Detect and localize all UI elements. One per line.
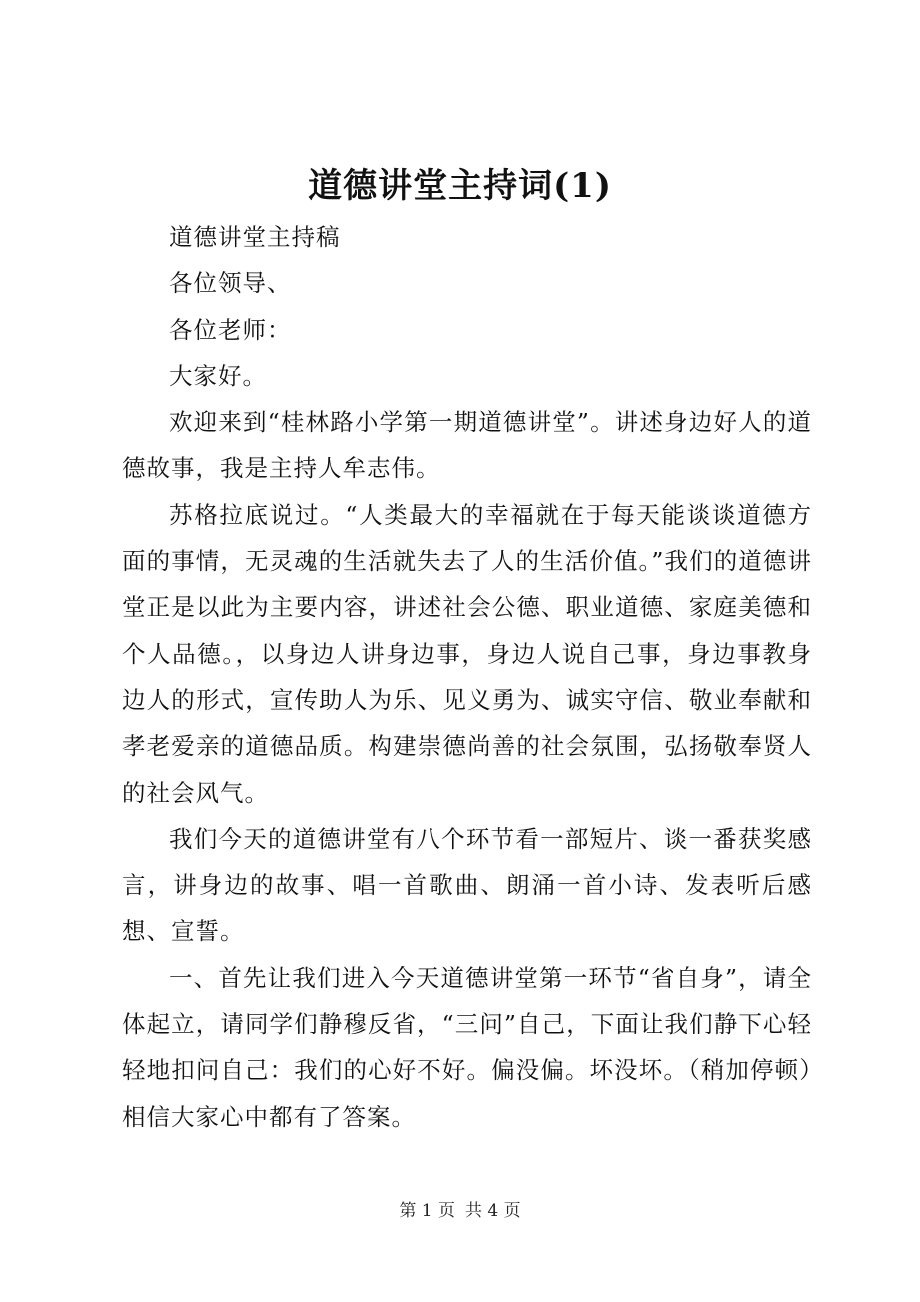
page-footer [0, 1199, 920, 1223]
paragraph-socrates: 苏格拉底说过。“人类最大的幸福就在于每天能谈谈道德方面的事情，无灵魂的生活就失去了人的生活价值。”我们的道德讲堂正是以此为主要内容，讲述社会公德、职业道德、家庭美德和个人品德。，以身边人讲身边事，身边人说自己事，身边事教身边人的形式，宣传助人为乐、见义勇为、诚实守信、敬业奉献和孝老爱亲的道德品质。构建崇德尚善的社会氛围，弘扬敬奉贤人的社会风气。 [122, 500, 812, 807]
paragraph-greeting-teachers: 各位老师： [169, 315, 292, 344]
page-number: 第 1 页 [399, 1201, 455, 1221]
page-total: 共 4 页 [465, 1201, 521, 1221]
document-title: 道德讲堂主持词(1) [308, 166, 612, 206]
paragraph-agenda: 我们今天的道德讲堂有八个环节看一部短片、谈一番获奖感言，讲身边的故事、唱一首歌曲、朗涌一首小诗、发表听后感想、宣誓。 [122, 824, 812, 946]
paragraph-greeting-leaders: 各位领导、 [169, 269, 292, 298]
paragraph-first-section: 一、首先让我们进入今天道德讲堂第一环节“省自身”，请全体起立，请同学们静穆反省，“三问”自己，下面让我们静下心轻轻地扣问自己：我们的心好不好。偏没偏。坏没坏。（稍加停顿）相信大家心中都有了答案。 [122, 963, 812, 1131]
paragraph-hello: 大家好。 [169, 361, 267, 390]
paragraph-heading: 道德讲堂主持稿 [169, 223, 341, 251]
paragraph-welcome: 欢迎来到“桂林路小学第一期道德讲堂”。讲述身边好人的道德故事，我是主持人牟志伟。 [122, 408, 812, 483]
document-body [122, 214, 812, 1140]
